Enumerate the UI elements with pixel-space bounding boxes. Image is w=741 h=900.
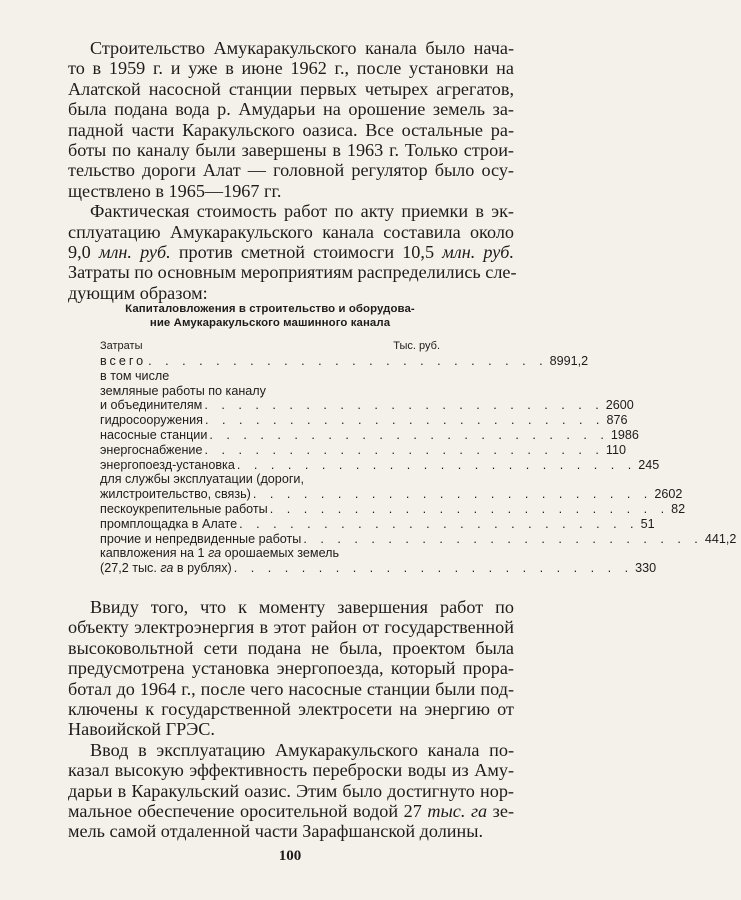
row-value: 51 bbox=[640, 516, 655, 531]
text-line: ботал до 1964 г., после чего насосные станции были под- bbox=[68, 678, 514, 699]
table-row bbox=[100, 413, 628, 428]
leader-dots: . . . . . . . . . . . . . . . . . . . . . . . . bbox=[148, 354, 548, 368]
table-row bbox=[100, 442, 626, 458]
text-line: Ввод в эксплуатацию Амукаракульского канала по- bbox=[90, 739, 514, 760]
table-header bbox=[100, 340, 440, 352]
row-label: (27,2 тыс. га в рублях) bbox=[100, 561, 232, 576]
row-label: и объединителям bbox=[100, 398, 203, 413]
row-value: 876 bbox=[606, 413, 628, 428]
leader-dots: . . . . . . . . . . . . . . . . . . . . . . . . bbox=[204, 398, 604, 413]
text-line: Затраты по основным мероприятиям распределились сле- bbox=[68, 262, 517, 283]
lower-text bbox=[68, 597, 514, 842]
text-line: падной части Каракульского оазиса. Все остальные ра- bbox=[68, 119, 514, 140]
row-label: гидросооружения bbox=[100, 413, 203, 428]
text-line: Строительство Амукаракульского канала было нача- bbox=[90, 38, 514, 58]
leader-dots: . . . . . . . . . . . . . . . . . . . . . . . . bbox=[204, 442, 604, 457]
text-line: боты по каналу были завершены в 1963 г. Только строи- bbox=[68, 140, 514, 161]
text-line: 9,0 млн. руб. против сметной стоимосги 10,5 млн. руб. bbox=[68, 242, 514, 263]
row-label: насосные станции bbox=[100, 427, 208, 442]
row-value: 8991,2 bbox=[549, 354, 589, 368]
leader-dots: . . . . . . . . . . . . . . . . . . . . . . . . bbox=[303, 531, 703, 546]
investment-table bbox=[100, 302, 737, 576]
leader-dots: . . . . . . . . . . . . . . . . . . . . . . . . bbox=[233, 561, 634, 576]
text-line: казал высокую эффективность переброски воды из Аму- bbox=[68, 760, 514, 781]
row-label: пескоукрепительные работы bbox=[100, 501, 268, 516]
table-row bbox=[100, 354, 589, 369]
upper-text bbox=[68, 38, 517, 303]
leader-dots: . . . . . . . . . . . . . . . . . . . . . . . . bbox=[204, 413, 605, 428]
table-row bbox=[100, 561, 657, 576]
leader-dots: . . . . . . . . . . . . . . . . . . . . . . . . bbox=[236, 457, 637, 472]
page-number: 100 bbox=[278, 848, 302, 864]
table-row bbox=[100, 472, 440, 487]
leader-dots: . . . . . . . . . . . . . . . . . . . . . . . . bbox=[239, 516, 639, 531]
column-header-thousand-rubles: Тыс. руб. bbox=[393, 340, 440, 352]
leader-dots: . . . . . . . . . . . . . . . . . . . . . . . . bbox=[209, 427, 609, 442]
row-label: всего bbox=[100, 354, 147, 368]
table-row bbox=[100, 384, 440, 399]
table-row bbox=[100, 457, 660, 473]
table-title-line: Капиталовложения в строительство и оборудова- bbox=[125, 303, 415, 315]
text-line: мель самой отдаленной части Зарафшанской долины. bbox=[68, 821, 484, 842]
row-value: 245 bbox=[638, 457, 660, 472]
text-line: объекту электроэнергия в этот район от государственной bbox=[68, 617, 514, 638]
row-label: для службы эксплуатации (дороги, bbox=[100, 472, 304, 487]
text-line: предусмотрена установка энергопоезда, который прора- bbox=[68, 658, 514, 679]
row-label: энергоснабжение bbox=[100, 442, 203, 457]
table-row bbox=[100, 516, 655, 532]
table-title bbox=[100, 302, 440, 330]
table-row bbox=[100, 487, 683, 502]
column-header-costs: Затраты bbox=[100, 340, 143, 352]
leader-dots: . . . . . . . . . . . . . . . . . . . . . . . . bbox=[252, 487, 653, 502]
table-row bbox=[100, 546, 440, 561]
table-body bbox=[100, 354, 737, 576]
text-line: высоковольтной сети подана не была, проектом была bbox=[68, 637, 514, 658]
table-title-line: ние Амукаракульского машинного канала bbox=[149, 317, 391, 329]
row-value: 330 bbox=[635, 561, 657, 576]
row-label: жилстроительство, связь) bbox=[100, 487, 251, 502]
leader-dots: . . . . . . . . . . . . . . . . . . . . . . . . bbox=[269, 501, 670, 516]
table-row bbox=[100, 369, 440, 384]
paragraph-effectiveness bbox=[68, 740, 514, 842]
text-line: сплуатацию Амукаракульского канала составила около bbox=[68, 221, 514, 242]
row-label: энергопоезд-установка bbox=[100, 457, 235, 472]
paragraph-construction bbox=[68, 38, 514, 201]
row-value: 441,2 bbox=[704, 531, 737, 546]
text-line: тельство дороги Алат — головной регулятор было осу- bbox=[68, 160, 514, 181]
row-value: 2602 bbox=[654, 487, 683, 502]
text-line: то в 1959 г. и уже в июне 1962 г., после установки на bbox=[68, 58, 514, 79]
text-line: Навоийской ГРЭС. bbox=[68, 719, 215, 740]
row-value: 2600 bbox=[605, 398, 634, 413]
text-line: ключены к государственной электросети на энергию от bbox=[68, 699, 514, 720]
text-line: Ввиду того, что к моменту завершения работ по bbox=[90, 597, 514, 617]
row-label: капвложения на 1 га орошаемых земель bbox=[100, 546, 340, 561]
row-label: земляные работы по каналу bbox=[100, 383, 266, 398]
text-line: мальное обеспечение оросительной водой 27 тыс. га зе- bbox=[68, 801, 514, 822]
text-line: ществлено в 1965—1967 гг. bbox=[68, 180, 282, 201]
text-line: Фактическая стоимость работ по акту приемки в эк- bbox=[90, 201, 514, 222]
row-label: промплощадка в Алате bbox=[100, 516, 238, 531]
text-line: Алатской насосной станции первых четырех агрегатов, bbox=[68, 78, 514, 99]
row-value: 1986 bbox=[610, 427, 639, 442]
paragraph-cost bbox=[68, 201, 517, 303]
table-row bbox=[100, 531, 737, 547]
row-value: 82 bbox=[671, 501, 686, 516]
text-line: дарьи в Каракульский оазис. Этим было достигнуто нор- bbox=[68, 780, 514, 801]
text-line: дующим образом: bbox=[68, 282, 208, 303]
table-row bbox=[100, 427, 639, 443]
table-row bbox=[100, 398, 634, 413]
row-label: в том числе bbox=[100, 368, 170, 383]
text-line: была подана вода р. Амударьи на орошение земель за- bbox=[68, 99, 514, 120]
row-value: 110 bbox=[605, 442, 626, 457]
paragraph-power-train bbox=[68, 597, 514, 740]
row-label: прочие и непредвиденные работы bbox=[100, 531, 302, 546]
table-row bbox=[100, 501, 686, 517]
